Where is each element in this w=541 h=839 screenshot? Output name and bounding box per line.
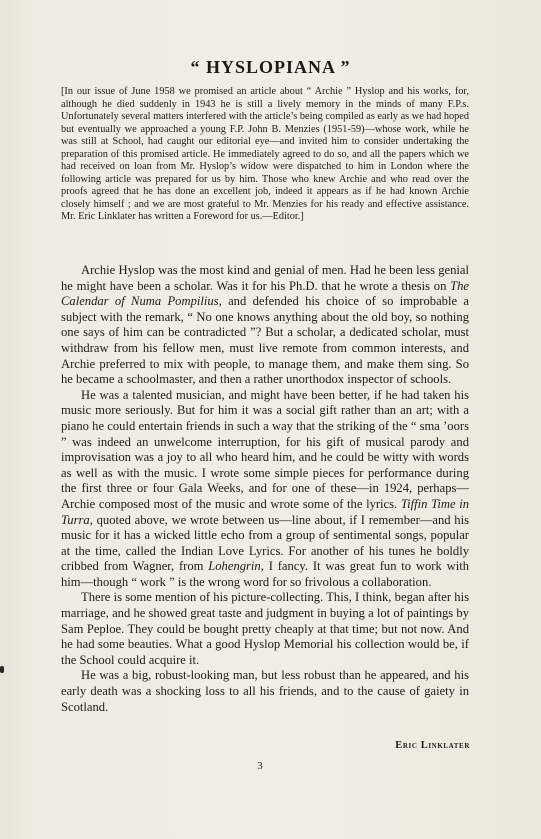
page-number: 3 xyxy=(257,760,263,772)
editor-introduction: [In our issue of June 1958 we promised an article about “ Archie ” Hyslop and his works, for, although he died suddenly in 1943 he is still a lively memory in the minds of many F.P.s. Unfortunately several matters interfered with the article’s being compiled as early as we had hoped but eventually we approached a young F.P. John B. Menzies (1951-59)—whose work, while he was still at School, had caught our editorial eye—and invited him to consider undertaking the preparation of this promised article. He immediately agreed to do so, and all the papers which we had received on loan from Mr. Hyslop’s widow were dispatched to him in London where the following article was prepared for us by him. Those who knew Archie and who read over the proofs agreed that he has done an excellent job, indeed it appears as if he had known Archie closely himself ; and we are most grateful to Mr. Menzies for his ready and effective assistance. Mr. Eric Linklater has written a Foreword for us.—Editor.] xyxy=(61,86,469,222)
paragraph-2 xyxy=(61,388,469,591)
paragraph-3: There is some mention of his picture-collecting. This, I think, began after his marriage, and he showed great taste and judgment in buying a lot of paintings by Sam Peploe. They could be bought pretty cheaply at that time; but not now. And he had some beauties. What a good Hyslop Memorial his collection would be, if the School could acquire it. xyxy=(61,590,469,667)
opera-title: Lohengrin xyxy=(208,559,261,574)
article-body xyxy=(61,263,469,715)
paragraph-1-text-a: Archie Hyslop was the most kind and genial of men. Had he been less genial he might have been a scholar. Was it for his Ph.D. that he wrote a thesis on xyxy=(61,263,469,293)
article-title: “ HYSLOPIANA ” xyxy=(190,57,351,77)
song-title: Tiffin Time in Turra xyxy=(61,496,470,527)
author-signature: Eric Linklater xyxy=(395,740,470,751)
margin-mark xyxy=(0,666,4,673)
paragraph-2-text-b: , quoted above, we wrote between us—line about, if I remember—and his music for it has a wicked little echo from a group of sentimental songs, popular at the time, called the Indian Love Lyrics. For another of his tunes he boldly cribbed from Wagner, from xyxy=(61,512,469,574)
paragraph-1-text-b: , and defended his choice of so improbable a subject with the remark, “ No one knows anything about the old boy, so nothing one says of him can be contradicted ”? But a scholar, a dedicated scholar, must withdraw from his fellow men, must live remote from common interests, and Archie preferred to mix with people, to manage them, and make them sing. So he became a schoolmaster, and then a rather unorthodox inspector of schools. xyxy=(61,294,469,387)
paragraph-2-text-a: He was a talented musician, and might have been better, if he had taken his music more seriously. But for him it was a social gift rather than an art; with a piano he could entertain friends in such a way that the striking of the “ sma ’oors ” was indeed an unwelcome interruption, for his gift of musical parody and improvisation was a joy to all who heard him, and he could be witty with words as well as with the music. I wrote some simple pieces for performance during the first three or four Gala Weeks, and for one of these—in 1924, perhaps—Archie composed most of the music and wrote some of the lyrics. xyxy=(61,387,469,511)
paragraph-1 xyxy=(61,263,469,388)
paragraph-4: He was a big, robust-looking man, but less robust than he appeared, and his early death was a shocking loss to all his friends, and to the cause of gaiety in Scotland. xyxy=(61,668,469,714)
paragraph-2-text-c: , I fancy. It was great fun to work with him—though “ work ” is the wrong word for so frivolous a collaboration. xyxy=(61,559,470,589)
thesis-title: The Calendar of Numa Pompilius xyxy=(61,278,469,309)
